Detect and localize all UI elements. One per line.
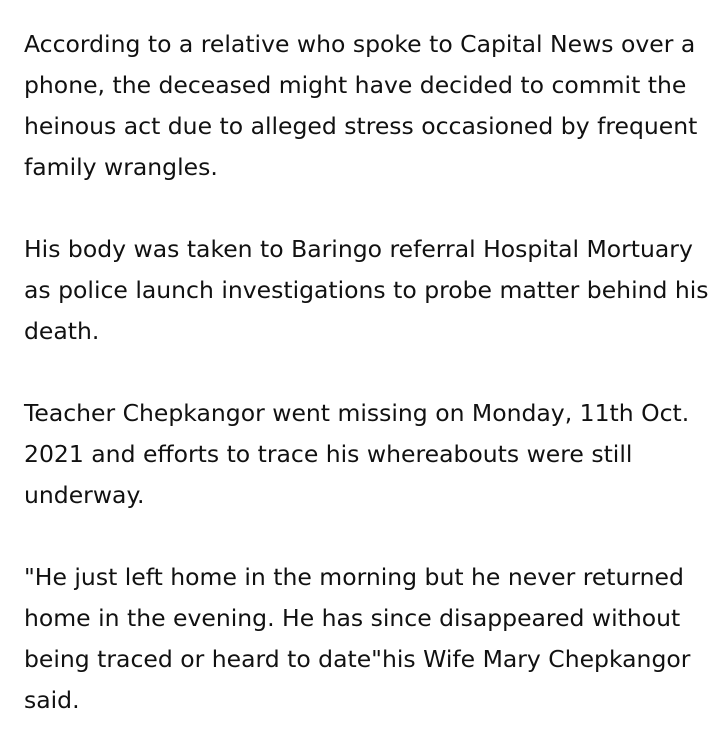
paragraph-wife-quote: "He just left home in the morning but he never returned home in the evening. He has since disappeared without being traced or heard to date"his Wife Mary Chepkangor said.: [24, 563, 691, 714]
paragraph-missing-date: Teacher Chepkangor went missing on Monday, 11th Oct. 2021 and efforts to trace his whereabouts were still underway.: [24, 399, 690, 509]
article-body: [24, 24, 714, 721]
paragraph-body-mortuary: His body was taken to Baringo referral Hospital Mortuary as police launch investigations to probe matter behind his death.: [24, 235, 709, 345]
paragraph-relative-account: According to a relative who spoke to Capital News over a phone, the deceased might have decided to commit the heinous act due to alleged stress occasioned by frequent family wrangles.: [24, 30, 698, 181]
